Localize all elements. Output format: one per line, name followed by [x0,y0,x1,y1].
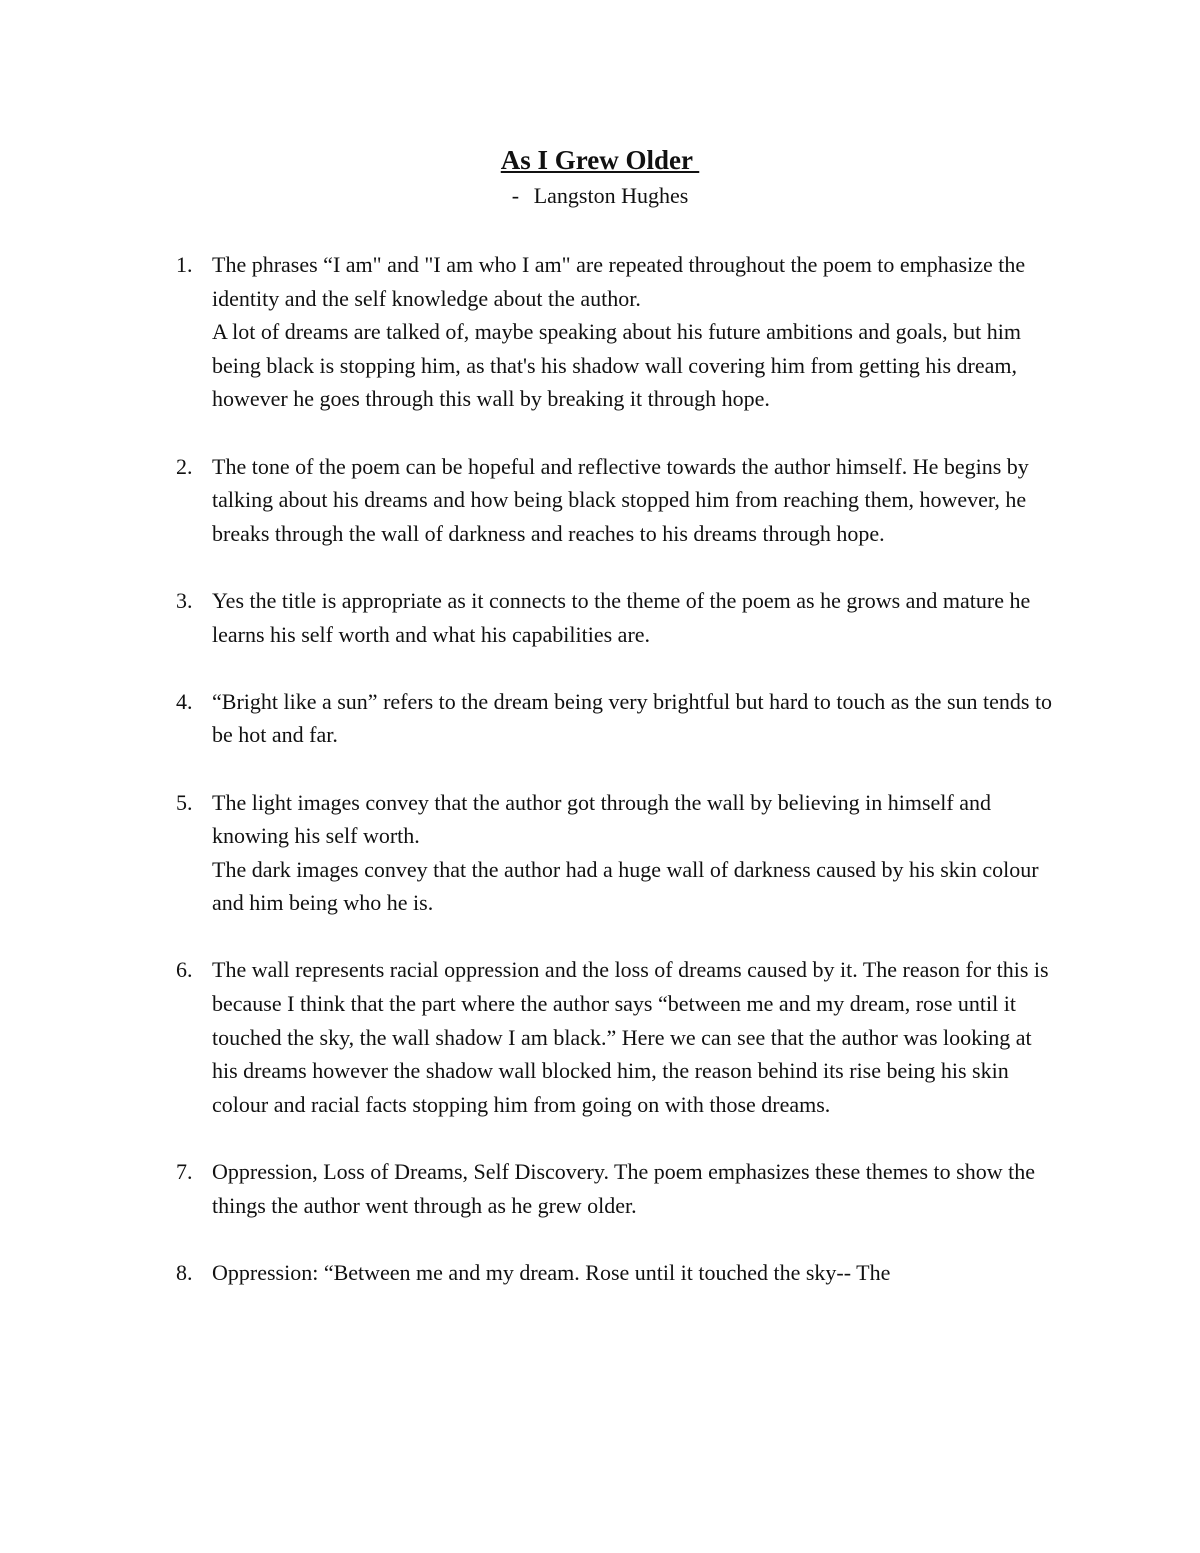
answer-number: 8. [176,1259,193,1285]
answer-paragraph: Oppression: “Between me and my dream. Rose until it touched the sky-- The [212,1259,891,1285]
author-dash: - [511,183,520,208]
author-line [0,180,1200,212]
answer-number: 4. [176,688,193,714]
answer-number: 3. [176,587,193,613]
document-title: As I Grew Older [500,145,700,175]
answer-item-4 [0,685,1062,752]
answer-paragraph: The wall represents racial oppression and the loss of dreams caused by it. The reason for this is because I think that the part where the author says “between me and my dream, rose until it touched the sky, the wall shadow I am black.” Here we can see that the author was looking at his dreams however the shadow wall blocked him, the reason behind its rise being his skin colour and racial facts stopping him from going on with those dreams. [212,957,1049,1117]
answer-list [0,248,1200,1323]
answer-item-3 [0,584,1062,651]
answer-item-2 [0,450,1062,551]
answer-paragraph: Oppression, Loss of Dreams, Self Discovery. The poem emphasizes these themes to show the things the author went through as he grew older. [212,1159,1035,1218]
answer-paragraph: The dark images convey that the author had a huge wall of darkness caused by his skin colour and him being who he is. [212,856,1039,916]
author-name: Langston Hughes [533,183,689,208]
answer-item-5 [0,786,1062,920]
answer-number: 2. [176,453,193,479]
answer-number: 7. [176,1159,193,1185]
answer-item-8 [0,1256,1062,1290]
answer-number: 6. [176,957,193,983]
answer-item-1 [0,248,1062,416]
answer-item-7 [0,1155,1062,1222]
answer-paragraph: A lot of dreams are talked of, maybe speaking about his future ambitions and goals, but him being black is stopping him, as that's his shadow wall covering him from getting his dream, however he goes through this wall by breaking it through hope. [212,319,1021,412]
answer-paragraph: The phrases “I am" and "I am who I am" are repeated throughout the poem to emphasize the identity and the self knowledge about the author. [212,252,1026,311]
answer-paragraph: The tone of the poem can be hopeful and reflective towards the author himself. He begins by talking about his dreams and how being black stopped him from reaching them, however, he breaks through the wall of darkness and reaches to his dreams through hope. [212,453,1029,546]
answer-item-6 [0,953,1062,1121]
answer-number: 5. [176,789,193,815]
answer-paragraph: “Bright like a sun” refers to the dream being very brightful but hard to touch as the sun tends to be hot and far. [212,688,1053,748]
answer-number: 1. [176,252,193,277]
answer-paragraph: The light images convey that the author got through the wall by believing in himself and knowing his self worth. [212,789,991,849]
answer-paragraph: Yes the title is appropriate as it connects to the theme of the poem as he grows and mature he learns his self worth and what his capabilities are. [212,587,1031,647]
